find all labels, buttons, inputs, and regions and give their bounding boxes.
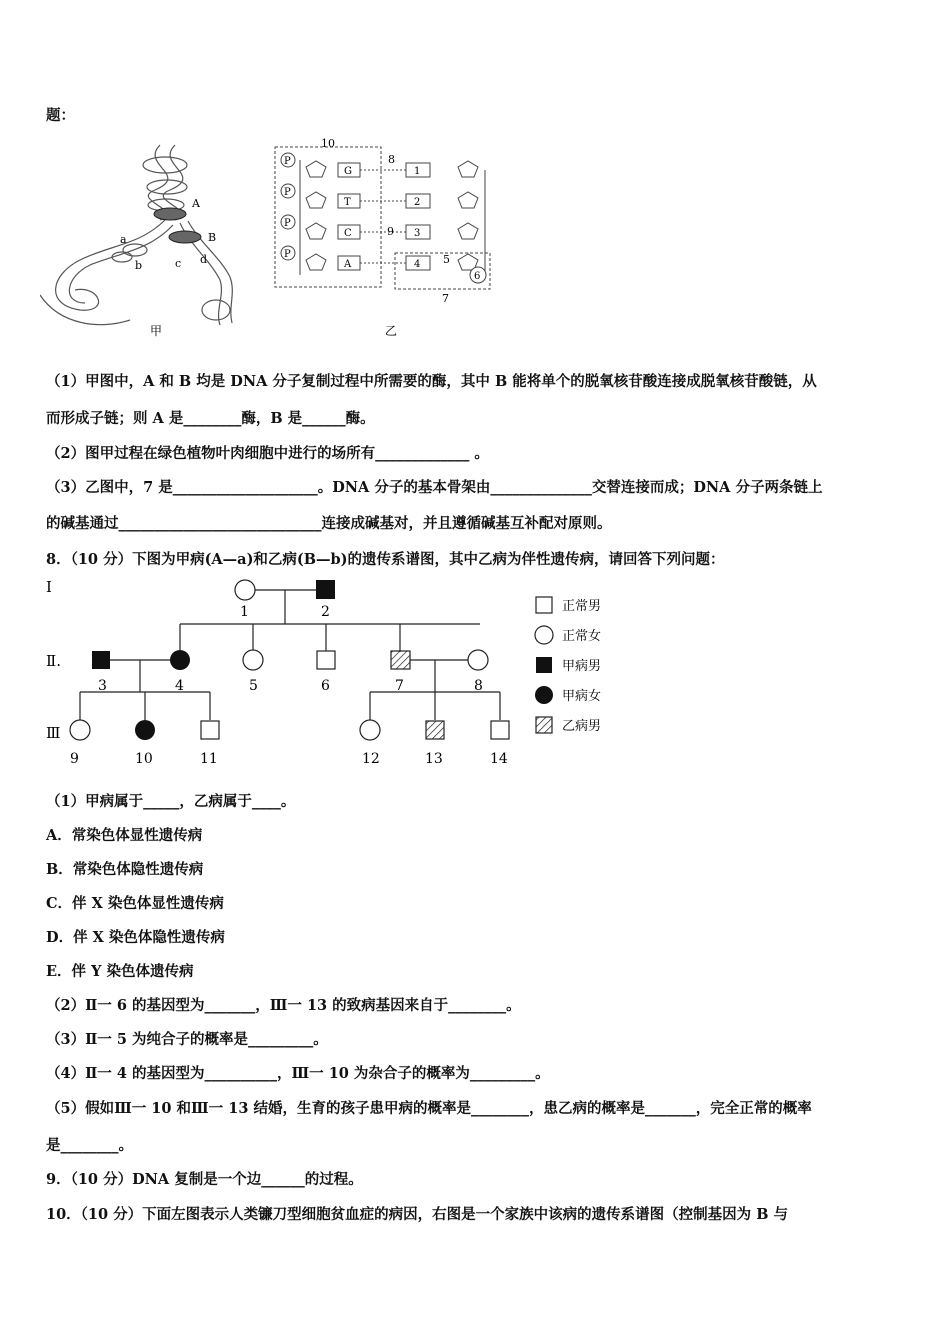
enzyme-b-shape	[169, 231, 201, 243]
phosphate-column	[281, 153, 295, 260]
ind-2	[316, 580, 335, 599]
svg-text:A: A	[344, 259, 352, 270]
svg-text:C: C	[344, 228, 352, 239]
q7-p3-line1: （3）乙图中，7 是____________________。DNA 分子的基本骨架由______________交替连接而成；DNA 分子两条链上	[46, 479, 823, 496]
svg-text:1: 1	[414, 166, 421, 177]
label-10: 10	[321, 137, 335, 150]
svg-text:P: P	[284, 249, 291, 260]
pedigree-legend	[535, 597, 601, 734]
q8-option-d: D．伴 X 染色体隐性遗传病	[46, 929, 225, 946]
q8-s3: （3）Ⅱ一 5 为纯合子的概率是_________。	[46, 1031, 328, 1048]
svg-text:9: 9	[70, 751, 79, 767]
ind-9	[70, 720, 90, 740]
svg-text:12: 12	[362, 751, 380, 767]
q8-option-e: E．伴 Y 染色体遗传病	[46, 963, 194, 980]
enzyme-a-shape	[154, 208, 186, 220]
svg-text:P: P	[284, 218, 291, 229]
q7-p3-line2: 的碱基通过____________________________连接成碱基对，并且遵循碱基互补配对原则。	[46, 515, 612, 532]
svg-text:2: 2	[321, 604, 330, 620]
ind-8	[468, 650, 488, 670]
ind-7	[391, 651, 410, 669]
ind-3	[92, 651, 110, 669]
legend-a-female: 甲病女	[562, 689, 602, 704]
gen-II: Ⅱ.	[46, 652, 61, 670]
ind-14	[491, 721, 509, 739]
label-9: 9	[387, 225, 394, 238]
q8-option-c: C．伴 X 染色体显性遗传病	[46, 895, 224, 912]
ind-5	[243, 650, 263, 670]
q10-text: 10．（10 分）下面左图表示人类镰刀型细胞贫血症的病因，右图是一个家族中该病的遗传系谱图（控制基因为 B 与	[46, 1206, 789, 1223]
label-6: 6	[474, 271, 481, 282]
label-8: 8	[388, 153, 395, 166]
q7-p1-line1: （1）甲图中，A 和 B 均是 DNA 分子复制过程中所需要的酶，其中 B 能将单个的脱氧核苷酸连接成脱氧核苷酸链，从	[46, 373, 817, 390]
label-5: 5	[443, 253, 450, 266]
q8-option-a: A．常染色体显性遗传病	[46, 827, 203, 844]
svg-text:8: 8	[474, 678, 483, 694]
ind-1	[235, 580, 255, 600]
svg-text:2: 2	[414, 197, 421, 208]
svg-text:3: 3	[98, 678, 107, 694]
q8-s4: （4）Ⅱ一 4 的基因型为__________，Ⅲ一 10 为杂合子的概率为_________。	[46, 1065, 550, 1082]
dna-figure	[40, 135, 510, 345]
q8-s1: （1）甲病属于_____，乙病属于____。	[46, 793, 296, 810]
q8-s5-line2: 是________。	[46, 1137, 133, 1154]
svg-text:T: T	[344, 197, 351, 208]
label-a: a	[120, 233, 127, 246]
label-b: b	[135, 259, 143, 272]
svg-text:P: P	[284, 187, 291, 198]
label-c: c	[175, 257, 182, 270]
label-7: 7	[442, 292, 449, 305]
svg-text:14: 14	[490, 751, 508, 767]
legend-a-male: 甲病男	[562, 659, 602, 674]
legend-normal-male: 正常男	[562, 599, 602, 614]
intro-label: 题：	[46, 107, 75, 124]
svg-text:6: 6	[321, 678, 330, 694]
ind-11	[201, 721, 219, 739]
base-pairs	[338, 163, 430, 270]
legend-b-male: 乙病男	[562, 719, 602, 734]
ind-4	[170, 650, 190, 670]
svg-text:5: 5	[249, 678, 258, 694]
label-d: d	[200, 253, 208, 266]
svg-text:13: 13	[425, 751, 443, 767]
q7-p2: （2）图甲过程在绿色植物叶肉细胞中进行的场所有_____________ 。	[46, 445, 489, 462]
q9-text: 9．（10 分）DNA 复制是一个边______的过程。	[46, 1171, 363, 1188]
q8-s2: （2）Ⅱ一 6 的基因型为_______，Ⅲ一 13 的致病基因来自于________。	[46, 997, 521, 1014]
ind-6	[317, 651, 335, 669]
svg-text:3: 3	[414, 228, 421, 239]
sugar-pentagons	[306, 161, 478, 270]
q8-header: 8．（10 分）下图为甲病(A—a)和乙病(B—b)的遗传系谱图，其中乙病为伴性遗传病，请回答下列问题：	[46, 551, 725, 568]
svg-text:G: G	[344, 166, 352, 177]
svg-text:7: 7	[395, 678, 404, 694]
ind-13	[426, 721, 444, 739]
legend-normal-female: 正常女	[562, 629, 602, 644]
q8-option-b: B．常染色体隐性遗传病	[46, 861, 204, 878]
label-B: B	[208, 231, 217, 244]
q8-s5-line1: （5）假如Ⅲ一 10 和Ⅲ一 13 结婚，生育的孩子患甲病的概率是________，患乙病的概率是_______，完全正常的概率	[46, 1100, 812, 1117]
gen-I: Ⅰ	[46, 578, 52, 596]
svg-text:P: P	[284, 156, 291, 167]
svg-text:10: 10	[135, 751, 153, 767]
pedigree-chart	[40, 572, 640, 772]
caption-jia: 甲	[150, 324, 163, 338]
svg-text:4: 4	[414, 259, 421, 270]
ind-12	[360, 720, 380, 740]
gen-III: Ⅲ	[46, 724, 61, 742]
q7-p1-line2: 而形成子链；则 A 是________酶，B 是______酶。	[46, 410, 375, 427]
svg-text:1: 1	[240, 604, 249, 620]
label-A: A	[192, 197, 200, 210]
caption-yi: 乙	[385, 324, 398, 338]
replication-fork-diagram	[40, 145, 232, 325]
ind-10	[135, 720, 155, 740]
svg-text:4: 4	[175, 678, 184, 694]
svg-text:11: 11	[200, 751, 218, 767]
